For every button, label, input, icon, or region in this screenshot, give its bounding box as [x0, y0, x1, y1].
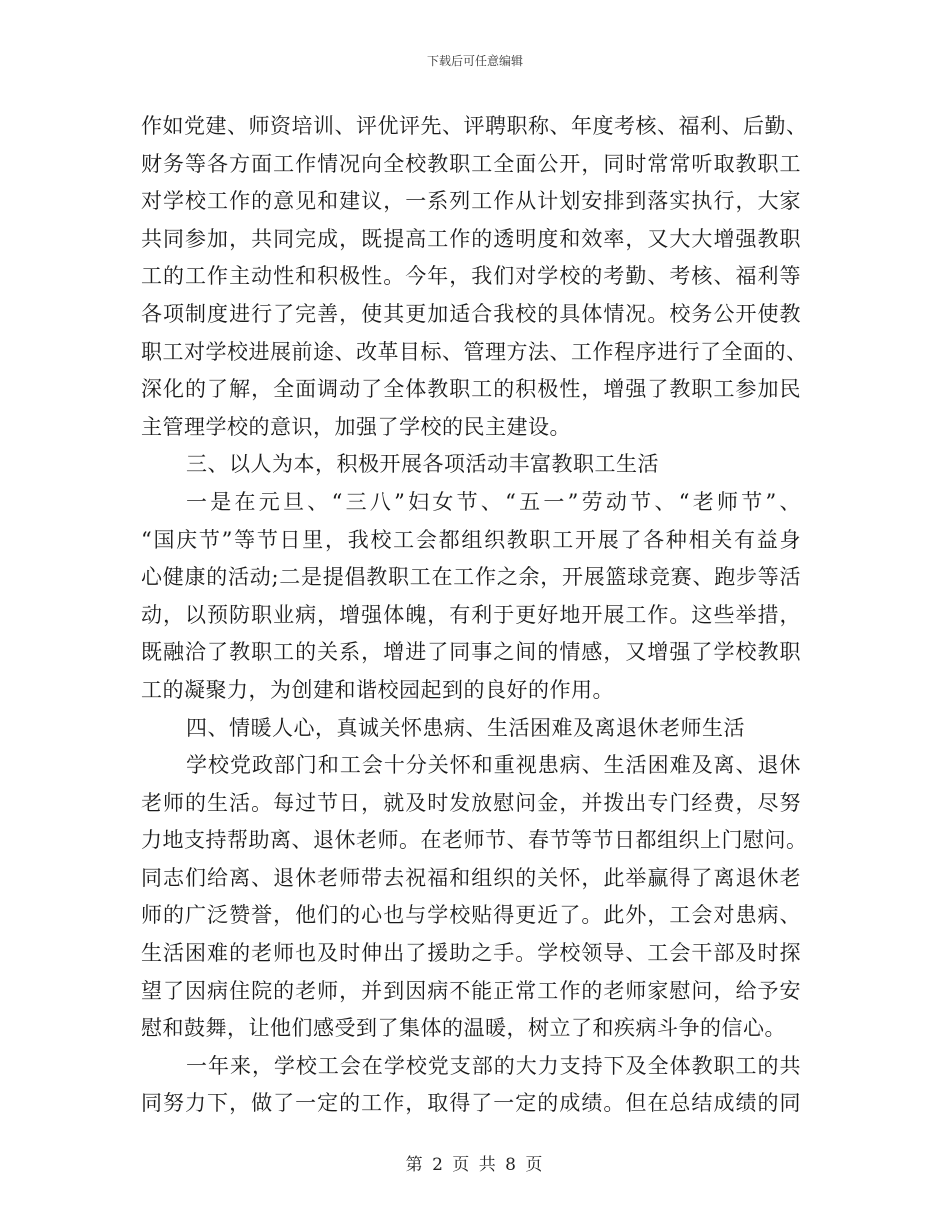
text-line: 动，以预防职业病，增强体魄，有利于更好地开展工作。这些举措， — [141, 602, 801, 627]
text-line: 同努力下，做了一定的工作，取得了一定的成绩。但在总结成绩的同 — [141, 1091, 801, 1116]
text-line: 学校党政部门和工会十分关怀和重视患病、生活困难及离、退休 — [186, 753, 801, 778]
document-body — [141, 108, 808, 1123]
text-line: 慰和鼓舞，让他们感受到了集体的温暖，树立了和疾病斗争的信心。 — [141, 1016, 786, 1041]
text-line: 既融洽了教职工的关系，增进了同事之间的情感，又增强了学校教职 — [141, 640, 801, 665]
paragraph — [141, 1048, 801, 1123]
text-line: 一年来，学校工会在学校党支部的大力支持下及全体教职工的共 — [186, 1053, 801, 1078]
text-line: 工的工作主动性和积极性。今年，我们对学校的考勤、考核、福利等 — [141, 264, 801, 289]
text-line: 作如党建、师资培训、评优评先、评聘职称、年度考核、福利、后勤、 — [141, 114, 808, 138]
page-header-note: 下载后可任意编辑 — [426, 54, 523, 68]
text-line: 老师的生活。每过节日，就及时发放慰问金，并拨出专门经费，尽努 — [141, 790, 801, 815]
text-line: 同志们给离、退休老师带去祝福和组织的关怀，此举赢得了离退休老 — [141, 865, 801, 890]
text-line: 职工对学校进展前途、改革目标、管理方法、工作程序进行了全面的、 — [141, 339, 808, 364]
section-heading — [141, 446, 801, 484]
text-line: 共同参加，共同完成，既提高工作的透明度和效率，又大大增强教职 — [141, 226, 801, 251]
text-line: 财务等各方面工作情况向全校教职工全面公开，同时常常听取教职工 — [141, 151, 801, 176]
text-line: 对学校工作的意见和建议，一系列工作从计划安排到落实执行，大家 — [141, 189, 801, 214]
text-line: 工的凝聚力，为创建和谐校园起到的良好的作用。 — [141, 677, 614, 702]
paragraph — [141, 484, 801, 710]
text-line: 生活困难的老师也及时伸出了援助之手。学校领导、工会干部及时探 — [141, 941, 801, 966]
text-line: 主管理学校的意识，加强了学校的民主建设。 — [141, 414, 571, 439]
text-line: 心健康的活动;二是提倡教职工在工作之余，开展篮球竞赛、跑步等活 — [141, 565, 801, 590]
text-line: 一是在元旦、“三八”妇女节、“五一”劳动节、“老师节”、 — [186, 489, 801, 514]
text-line: 深化的了解，全面调动了全体教职工的积极性，增强了教职工参加民 — [141, 377, 801, 402]
text-line: 各项制度进行了完善，使其更加适合我校的具体情况。校务公开使教 — [141, 301, 801, 326]
section-heading — [141, 710, 801, 748]
text-line: 望了因病住院的老师，并到因病不能正常工作的老师家慰问，给予安 — [141, 978, 801, 1003]
text-line: 三、以人为本，积极开展各项活动丰富教职工生活 — [186, 452, 659, 477]
text-line: 力地支持帮助离、退休老师。在老师节、春节等节日都组织上门慰问。 — [141, 828, 808, 853]
text-line: “国庆节”等节日里，我校工会都组织教职工开展了各种相关有益身 — [141, 527, 801, 552]
text-line: 四、情暖人心，真诚关怀患病、生活困难及离退休老师生活 — [186, 715, 745, 740]
page-number: 第 2 页 共 8 页 — [405, 1155, 545, 1175]
text-line: 师的广泛赞誉，他们的心也与学校贴得更近了。此外，工会对患病、 — [141, 903, 801, 928]
paragraph — [141, 108, 808, 446]
paragraph — [141, 747, 808, 1048]
